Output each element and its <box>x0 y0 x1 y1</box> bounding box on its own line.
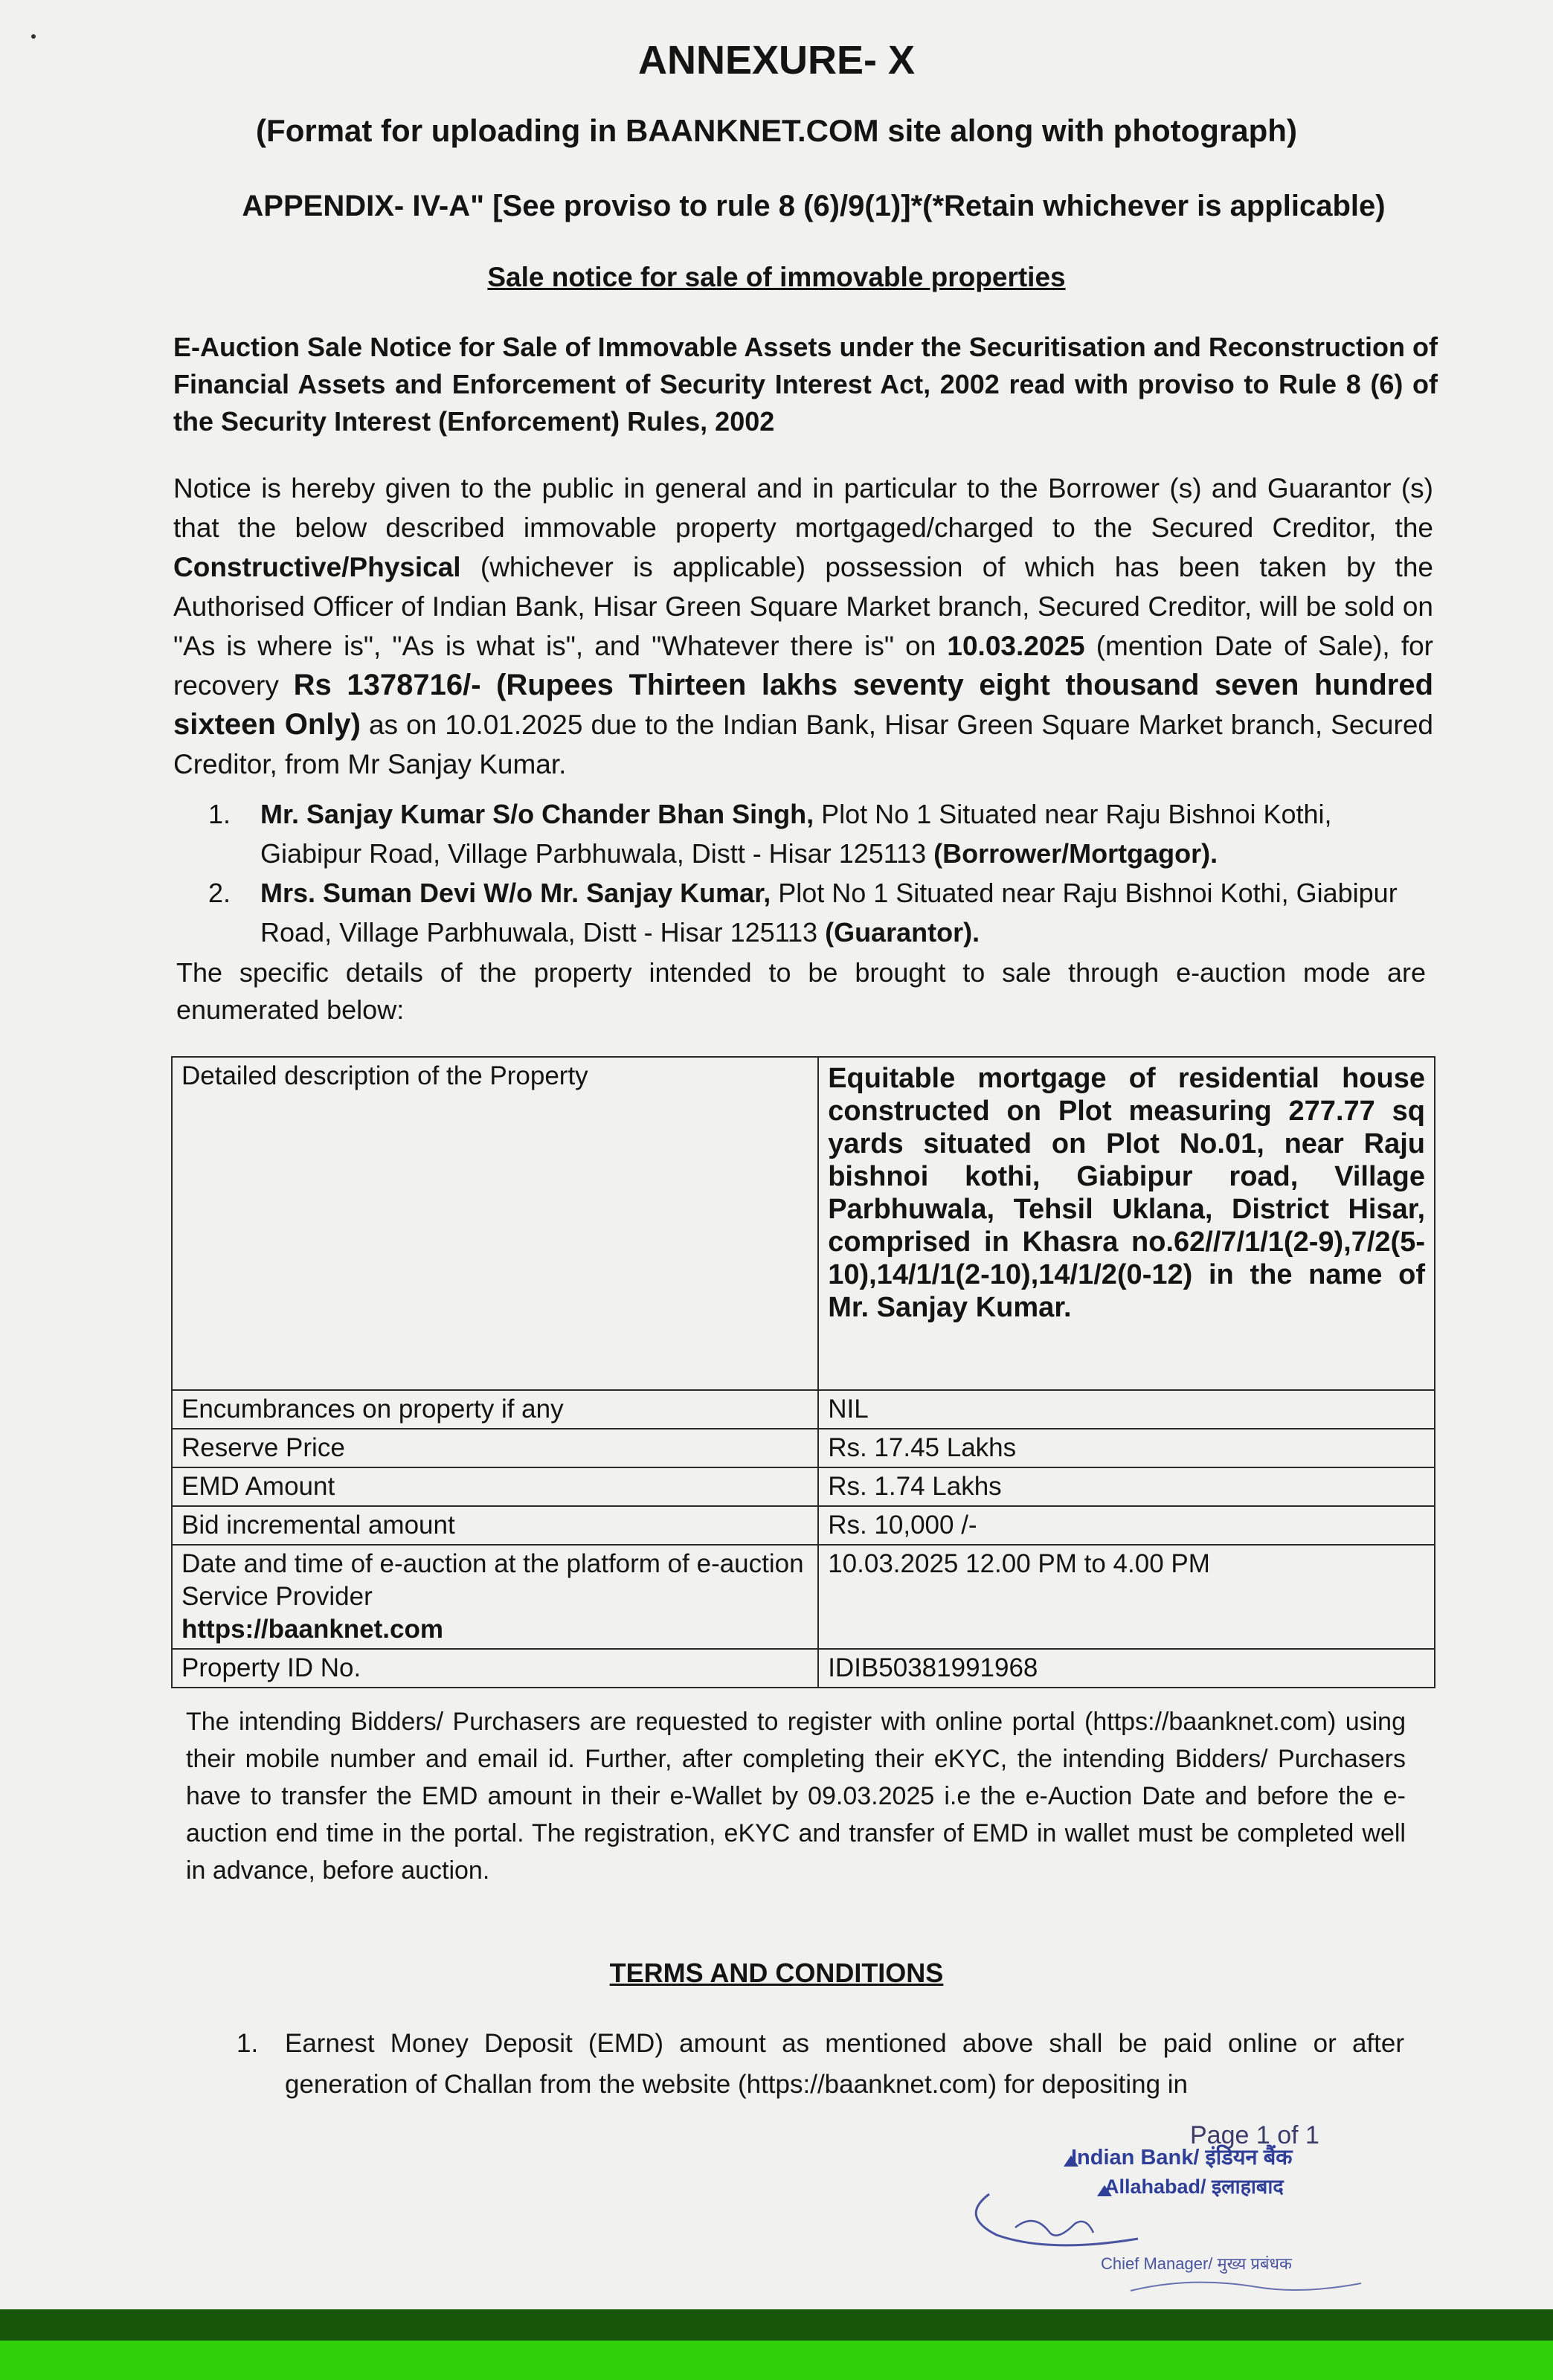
terms-item-number: 1. <box>237 2029 259 2058</box>
notice-text-2: (whichever is applicable) possession of which has been taken by the Authorised Officer of Indian Bank, Hisar Green Square Market branch, Secured Creditor, will be sold on "As is where is", "As is what is", and "Whatever there is" on <box>173 552 1433 661</box>
notice-text-1: Notice is hereby given to the public in general and in particular to the Borrower (s) and Guarantor (s) that the below described immovable property mortgaged/charged to the Secured Creditor, the <box>173 473 1433 543</box>
terms-heading: TERMS AND CONDITIONS <box>609 1958 944 1988</box>
emd-value: Rs. 1.74 Lakhs <box>818 1467 1435 1506</box>
reserve-price-label: Reserve Price <box>172 1429 818 1467</box>
party-name: Mr. Sanjay Kumar S/o Chander Bhan Singh, <box>260 799 814 829</box>
property-table <box>171 1056 1435 1688</box>
appendix-heading: APPENDIX- IV-A" [See proviso to rule 8 (6)/9(1)]*(*Retain whichever is applicable) <box>242 190 1386 222</box>
auction-portal-link[interactable]: https://baanknet.com <box>181 1615 443 1644</box>
stamp-bank-name: Indian Bank/ इंडियन बैंक <box>1071 2146 1293 2170</box>
notice-text-4: as on 10.01.2025 due to the Indian Bank, Hisar Green Square Market branch, Secured Creditor, from Mr Sanjay Kumar. <box>173 710 1433 779</box>
property-id-value: IDIB50381991968 <box>818 1649 1435 1688</box>
terms-item <box>237 2023 1404 2105</box>
auction-date-label-cell <box>172 1545 818 1649</box>
annexure-heading: ANNEXURE- X <box>637 38 916 83</box>
bank-stamp <box>945 2142 1406 2306</box>
table-row <box>172 1545 1435 1649</box>
emd-label: EMD Amount <box>172 1467 818 1506</box>
description-value: Equitable mortgage of residential house constructed on Plot measuring 277.77 sq yards situated on Plot No.01, near Raju bishnoi kothi, Giabipur road, Village Parbhuwala, Tehsil Uklana, District Hisar, comprised in Khasra no.62//7/1/1(2-9),7/2(5-10),14/1/1(2-10),14/1/2(0-12) in the name of Mr. Sanjay Kumar. <box>818 1057 1435 1390</box>
bid-increment-value: Rs. 10,000 /- <box>818 1506 1435 1545</box>
reserve-price-value: Rs. 17.45 Lakhs <box>818 1429 1435 1467</box>
encumbrances-label: Encumbrances on property if any <box>172 1390 818 1429</box>
description-label: Detailed description of the Property <box>172 1057 818 1390</box>
notice-paragraph <box>173 469 1433 784</box>
bid-increment-label: Bid incremental amount <box>172 1506 818 1545</box>
terms-list <box>237 2023 1404 2105</box>
possession-type: Constructive/Physical <box>173 552 461 582</box>
terms-item-text: Earnest Money Deposit (EMD) amount as mentioned above shall be paid online or after generation of Challan from the website (https://baanknet.com) for depositing in <box>285 2029 1404 2099</box>
green-band-dark-stripe <box>0 2309 1553 2341</box>
parties-list <box>208 794 1435 952</box>
table-row <box>172 1390 1435 1429</box>
stamp-designation: Chief Manager/ मुख्य प्रबंधक <box>1101 2254 1292 2273</box>
specific-details-text: The specific details of the property intended to be brought to sale through e-auction mode are enumerated below: <box>176 957 1426 1025</box>
party-role: (Borrower/Mortgagor). <box>933 838 1218 869</box>
party-address: Plot No 1 Situated near Raju Bishnoi Kothi, Giabipur Road, Village Parbhuwala, Distt - Hisar 125113 <box>260 878 1398 948</box>
party-role: (Guarantor). <box>825 917 980 948</box>
eauction-title: E-Auction Sale Notice for Sale of Immovable Assets under the Securitisation and Reconstruction of Financial Assets and Enforcement of Security Interest Act, 2002 read with proviso to Rule 8 (6) of the Security Interest (Enforcement) Rules, 2002 <box>173 332 1438 437</box>
notice-text-3: (mention Date of Sale), for recovery <box>173 631 1434 701</box>
table-row <box>172 1429 1435 1467</box>
table-row <box>172 1467 1435 1506</box>
format-subheading: (Format for uploading in BAANKNET.COM site along with photograph) <box>256 113 1297 148</box>
sale-notice-heading: Sale notice for sale of immovable properties <box>487 262 1066 292</box>
table-row <box>172 1649 1435 1688</box>
bidder-instructions: The intending Bidders/ Purchasers are requested to register with online portal (https://baanknet.com) using their mobile number and email id. Further, after completing their eKYC, the intending Bidders/ Purchasers have to transfer the EMD amount in their e-Wallet by 09.03.2025 i.e the e-Auction Date and before the e-auction end time in the portal. The registration, eKYC and transfer of EMD in wallet must be completed well in advance, before auction. <box>186 1708 1406 1885</box>
page-number: Page 1 of 1 <box>1190 2121 1319 2149</box>
recovery-amount: Rs 1378716/- (Rupees Thirteen lakhs seventy eight thousand seven hundred sixteen Only) <box>173 669 1434 741</box>
party-item <box>208 794 1435 873</box>
auction-date-value: 10.03.2025 12.00 PM to 4.00 PM <box>818 1545 1435 1649</box>
property-id-label: Property ID No. <box>172 1649 818 1688</box>
party-number: 2. <box>208 878 231 908</box>
encumbrances-value: NIL <box>818 1390 1435 1429</box>
party-address: Plot No 1 Situated near Raju Bishnoi Kothi, Giabipur Road, Village Parbhuwala, Distt - Hisar 125113 <box>260 799 1332 869</box>
sale-date: 10.03.2025 <box>947 631 1085 661</box>
party-number: 1. <box>208 799 231 829</box>
party-item <box>208 873 1435 952</box>
bottom-green-band <box>0 2309 1553 2380</box>
table-row <box>172 1057 1435 1390</box>
auction-date-label: Date and time of e-auction at the platform of e-auction Service Provider <box>181 1549 804 1611</box>
party-name: Mrs. Suman Devi W/o Mr. Sanjay Kumar, <box>260 878 771 908</box>
green-band-bright-stripe <box>0 2341 1553 2380</box>
stamp-branch: Allahabad/ इलाहाबाद <box>1105 2175 1284 2198</box>
table-row <box>172 1506 1435 1545</box>
